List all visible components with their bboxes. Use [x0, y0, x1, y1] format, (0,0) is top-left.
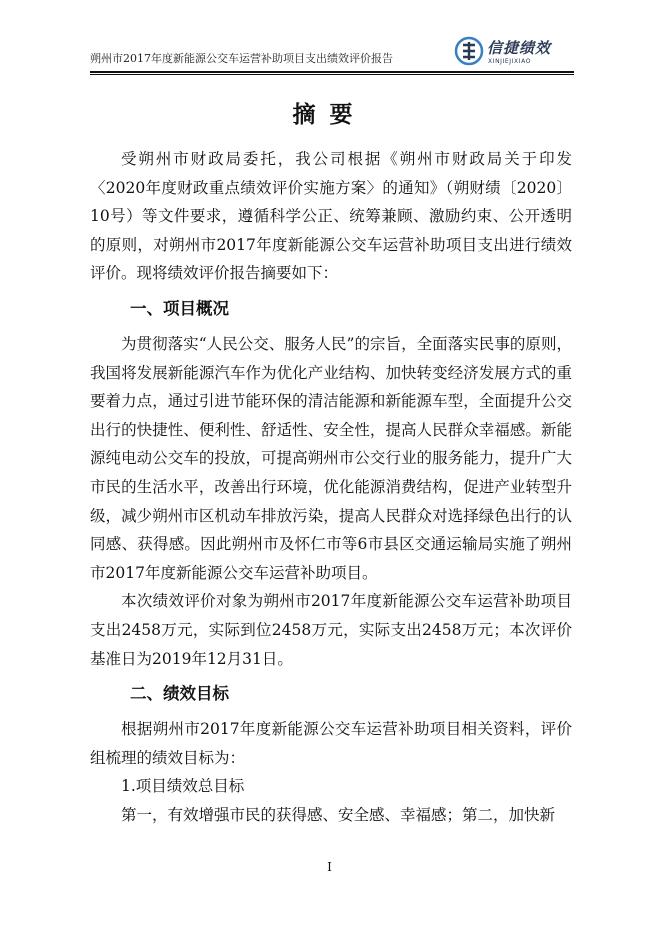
header-rule-thin [90, 74, 574, 75]
overview-paragraph-2: 本次绩效评价对象为朔州市2017年度新能源公交车运营补助项目支出2458万元，实际到位2458万元，实际支出2458万元；本次评价基准日为2019年12月31日。 [90, 592, 572, 668]
header-rule-thick [90, 71, 574, 73]
subheading-overall-goal: 1.项目绩效总目标 [121, 777, 245, 796]
logo-mark-icon [454, 36, 484, 66]
page-title: 摘要 [292, 102, 367, 128]
intro-paragraph: 受朔州市财政局委托，我公司根据《朔州市财政局关于印发〈2020年度财政重点绩效评价实施方案〉的通知》（朔财绩〔2020〕10号）等文件要求，遵循科学公正、统筹兼顾、激励约束、公开透明的原则，对朔州市2017年度新能源公交车运营补助项目支出进行绩效评价。现将绩效评价报告摘要如下： [90, 150, 572, 283]
page-number: I [327, 860, 332, 874]
running-title: 朔州市2017年度新能源公交车运营补助项目支出绩效评价报告 [90, 52, 393, 65]
logo-text-en: XINJIEJIXIAO [488, 58, 532, 65]
overview-paragraph-1: 为贯彻落实“人民公交、服务人民”的宗旨，全面落实民事的原则，我国将发展新能源汽车作为优化产业结构、加快转变经济发展方式的重要着力点，通过引进节能环保的清洁能源和新能源车型，全面提升公交出行的快捷性、便利性、舒适性、安全性，提高人民群众幸福感。新能源纯电动公交车的投放，可提高朔州市公交行业的服务能力，提升广大市民的生活水平，改善出行环境，优化能源消费结构，促进产业转型升级，减少朔州市区机动车排放污染，提高人民群众对选择绿色出行的认同感、获得感。因此朔州市及怀仁市等6市县区交通运输局实施了朔州市2017年度新能源公交车运营补助项目。 [90, 334, 572, 582]
goals-paragraph-2: 第一，有效增强市民的获得感、安全感、幸福感；第二，加快新 [121, 805, 556, 824]
goals-paragraph-1: 根据朔州市2017年度新能源公交车运营补助项目相关资料，评价组梳理的绩效目标为： [90, 720, 572, 767]
document-body [90, 145, 572, 829]
page-header [90, 30, 574, 74]
section-heading-goals: 二、绩效目标 [130, 684, 229, 704]
section-heading-overview: 一、项目概况 [130, 298, 229, 318]
logo-text-cn: 信捷绩效 [487, 39, 552, 57]
company-logo [454, 36, 574, 70]
